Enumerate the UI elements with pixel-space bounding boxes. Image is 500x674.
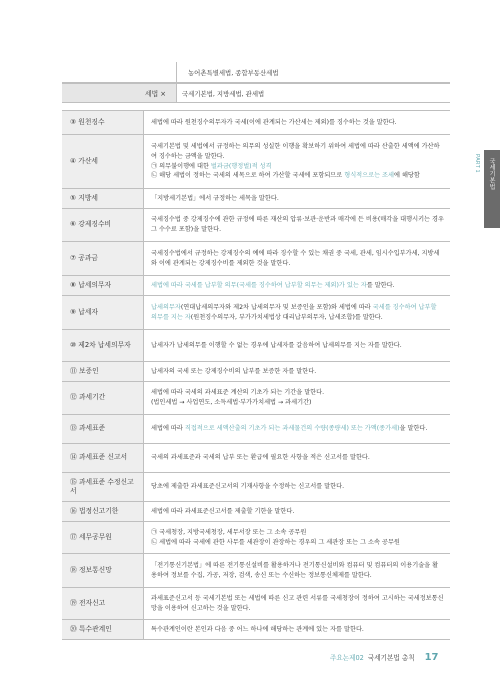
body-text: ㉠ 의무불이행에 대한 [151,162,211,170]
part-label: PART 1 [474,154,480,173]
definition-line [151,281,444,291]
body-text: 을 말한다. [399,425,428,433]
body-text: 국세징수법 중 강제징수에 관한 규정에 따른 재산의 압류·보관·운반과 매각에 든 비용(매각을 대행시키는 경우 그 수수료 포함)을 말한다. [151,216,444,233]
definition-line [151,482,444,492]
highlighted-text: 직접적으로 세액산출의 기초가 되는 과세물건의 수량(종량세) 또는 가액(종가세) [184,425,400,433]
body-text: (법인세법 → 사업연도, 소득세법·부가가치세법 → 과세기간) [151,399,312,406]
body-text: 과세표준신고서 등 국세기본법 또는 세법에 따른 신고 관련 서류를 국세청장이 정하여 고시하는 국세정보통신망을 이용하여 신고하는 것을 말한다. [151,594,444,612]
table-row [62,522,450,554]
part-title: 국세기본법 [488,158,495,190]
term-cell: ⑪ 보증인 [62,362,144,381]
definition-line [151,171,444,181]
value-cell: 농어촌특별세법, 종합부동산세법 [188,68,279,77]
definition-cell [144,620,450,639]
table-row [62,620,450,640]
term-cell: ⑯ 법정신고기한 [62,502,144,521]
table-row [62,473,450,502]
table-row [62,502,450,522]
footer-section: 주요논제02 [330,654,364,662]
body-text: ㉠ 국세청장, 지방국세청장, 세무서장 또는 그 소속 공무원 [151,528,307,536]
definition-line [151,625,444,635]
table-row [62,362,450,382]
body-text: 세법에 따라 과세표준신고서를 제출할 기한을 말한다. [151,507,295,515]
table-row [62,588,450,620]
definition-line [151,367,444,377]
body-text: 납세자의 국세 또는 강제징수비의 납부를 보증한 자를 말한다. [151,367,317,375]
definition-line [151,249,444,268]
label-cell: 세법 × [62,84,176,102]
definition-cell [144,415,450,443]
body-text: (연대납세의무자와 제2차 납세의무자 및 보증인을 포함)와 세법에 따라 [180,303,373,311]
definition-line [151,594,444,613]
table-row [62,554,450,588]
definition-cell [144,588,450,619]
definition-cell [144,554,450,587]
definition-cell [144,111,450,134]
table-row [62,415,450,444]
definition-line [151,528,444,538]
definition-line [151,142,444,161]
body-text: 국세의 과세표준과 국세의 납부 또는 환급에 필요한 사항을 적은 신고서를 말한다. [151,454,370,462]
highlighted-text: 벌과금(행정벌)적 성격 [210,162,272,170]
definition-cell [144,473,450,501]
value-cell: 국세기본법, 지방세법, 관세법 [182,89,265,98]
definition-cell [144,330,450,361]
term-cell: ⑦ 공과금 [62,242,144,275]
table-row [62,189,450,209]
table-row [62,296,450,330]
body-text: 납세자가 납세의무를 이행할 수 없는 경우에 납세자를 갈음하여 납세의무를 지는 자를 말한다. [151,341,402,349]
body-text: 특수관계인이란 본인과 다음 중 어느 하나에 해당하는 관계에 있는 자를 말한다. [151,625,364,633]
term-cell: ⑧ 납세의무자 [62,276,144,295]
part-side-tab [472,150,500,228]
body-text: 당초에 제출한 과세표준신고서의 기재사항을 수정하는 신고서를 말한다. [151,483,345,491]
table-row [62,83,450,103]
definition-line [151,453,444,463]
definition-line [151,507,444,517]
footer-title: 국세기본법 총칙 [367,654,415,662]
body-text: 국세기본법 및 세법에서 규정하는 의무의 성실한 이행을 확보하기 위하여 세법에 따라 산출한 세액에 가산하여 징수하는 금액을 말한다. [151,143,440,160]
highlighted-text: 납세의무자 [151,303,181,311]
definition-cell [144,522,450,553]
body-text: 국세징수법에서 규정하는 강제징수의 예에 따라 징수할 수 있는 채권 중 국세, 관세, 임시수입부가세, 지방세와 이에 관계되는 강제징수비를 제외한 것을 말한다. [151,249,440,267]
definition-line [151,194,444,204]
definition-cell [144,502,450,521]
table-row [62,382,450,415]
highlighted-text: 세법에 따라 국세를 납부할 의무(국세를 징수하여 납부할 의무는 제외)가 있는 자 [151,281,367,289]
term-cell: ⑲ 전자신고 [62,588,144,619]
definition-line [151,561,444,580]
definition-line [151,424,444,434]
body-text: (원천징수의무자, 부가가치세법상 대리납부의무자, 납세조합)를 말한다. [190,313,383,321]
definition-cell [144,296,450,329]
term-cell: ⑬ 과세표준 [62,415,144,443]
page-footer [330,652,438,663]
highlighted-text: 국세를 징수하여 납부할 의무를 지는 자 [151,303,437,321]
definition-cell [144,362,450,381]
body-text: 세법에 따라 [151,425,185,433]
tax-law-table-top [62,62,450,103]
term-cell: ⑭ 과세표준 신고서 [62,444,144,472]
term-cell: ③ 원천징수 [62,111,144,134]
highlighted-text: 형식적으로는 조세 [344,172,395,180]
definition-line [151,303,444,322]
table-row [62,209,450,242]
divider [176,62,177,103]
body-text: ㉡ 세법에 따라 국세에 관한 사무를 세관장이 관장하는 경우의 그 세관장 또는 그 소속 공무원 [151,538,400,546]
definition-line [151,162,444,172]
body-text: ㉡ 해당 세법이 정하는 국세의 세목으로 하여 가산할 국세에 포함되므로 [151,172,345,180]
definition-cell [144,242,450,275]
term-cell: ⑫ 과세기간 [62,382,144,414]
term-cell: ⑥ 강제징수비 [62,209,144,241]
term-cell: ⑨ 납세자 [62,296,144,329]
page-number: 17 [424,652,439,663]
table-row [62,330,450,362]
term-cell: ⑤ 지방세 [62,189,144,208]
table-row [62,444,450,473]
definition-cell [144,382,450,414]
definition-cell [144,444,450,472]
definition-cell [144,209,450,241]
table-row [62,62,450,83]
definition-line [151,341,444,351]
body-text: 「지방세기본법」에서 규정하는 세목을 말한다. [151,194,279,202]
term-cell: ⑳ 특수관계인 [62,620,144,639]
body-text: 를 말한다. [366,281,395,289]
table-row [62,242,450,276]
body-text: 에 해당함 [394,172,420,180]
body-text: 세법에 따라 원천징수의무자가 국세(이에 관계되는 가산세는 제외)를 징수하는 것을 말한다. [151,118,397,126]
definition-line [151,398,444,408]
definition-cell [144,135,450,188]
table-row [62,276,450,296]
body-text: 「전기통신기본법」에 따른 전기통신설비를 활용하거나 전기통신설비와 컴퓨터 및 컴퓨터의 이용기술을 활용하여 정보를 수집, 가공, 저장, 검색, 송신 또는 수신하는 정보통신체제를 말한다. [151,561,439,579]
term-cell: ⑮ 과세표준 수정신고서 [62,473,144,501]
table-row [62,135,450,189]
term-cell: ⑱ 정보통신망 [62,554,144,587]
definition-cell [144,276,450,295]
table-row [62,111,450,135]
body-text: 세법에 따라 국세의 과세표준 계산의 기초가 되는 기간을 말한다. [151,389,325,397]
definition-line [151,388,444,398]
term-cell: ④ 가산세 [62,135,144,188]
definition-cell [144,189,450,208]
term-cell: ⑩ 제2차 납세의무자 [62,330,144,361]
definition-line [151,118,444,128]
definition-line [151,538,444,548]
definitions-table [62,110,450,640]
term-cell: ⑰ 세무공무원 [62,522,144,553]
definition-line [151,215,444,234]
